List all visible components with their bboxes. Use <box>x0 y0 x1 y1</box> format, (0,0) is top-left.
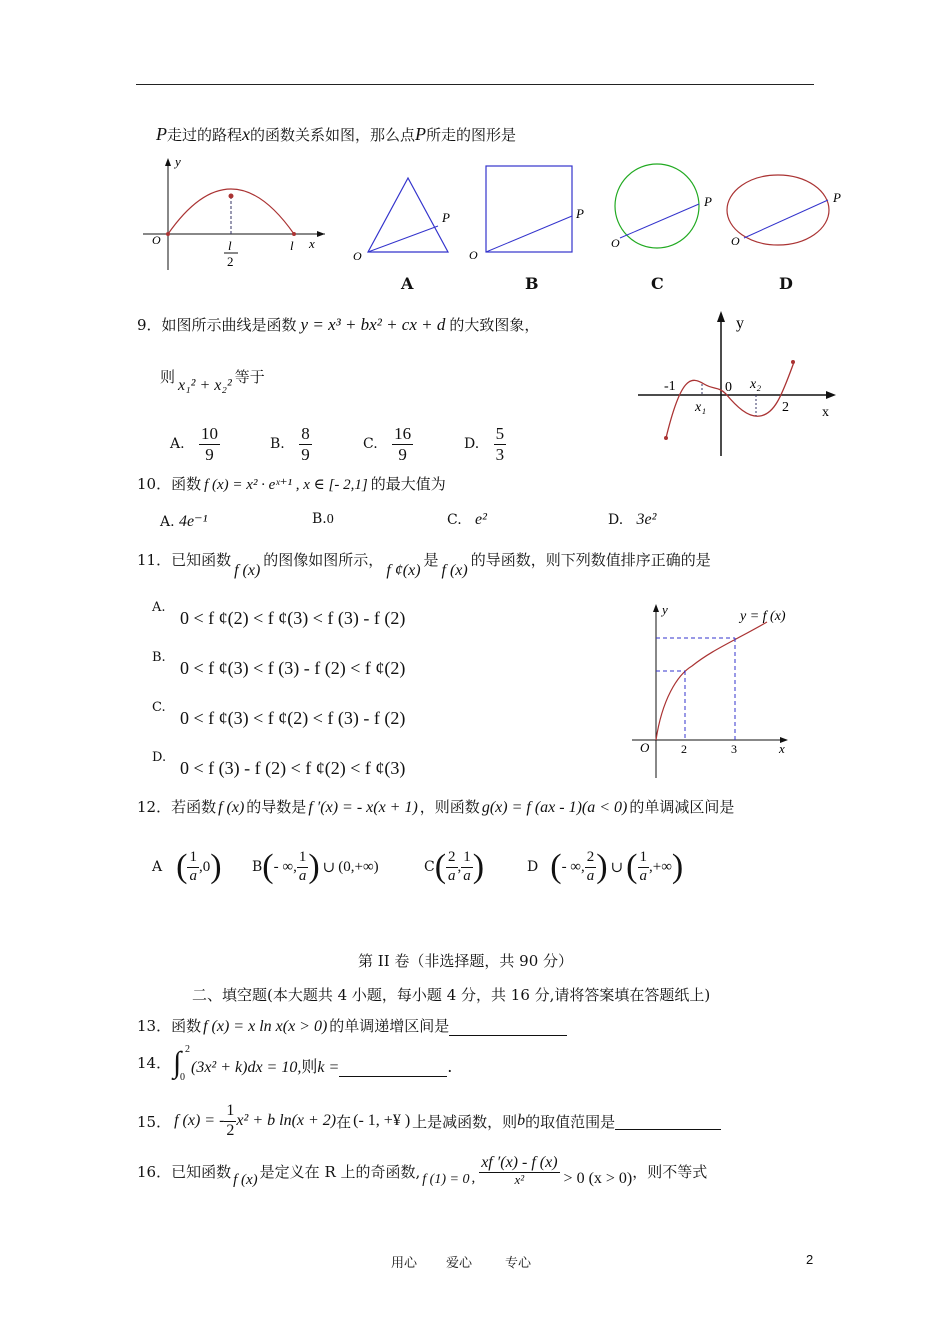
q12-option-d[interactable] <box>527 843 683 891</box>
q9-line2-prefix: 则 <box>160 368 176 386</box>
q12-c-num1: 2 <box>446 849 458 867</box>
q12-b-union: ∪ <box>322 859 336 876</box>
q11-a-label: A. <box>152 600 166 615</box>
opt-c-o: O <box>611 236 620 250</box>
q11-graph <box>622 600 797 780</box>
q9-x2: x₂ <box>750 377 762 392</box>
q9-b-num: 8 <box>301 424 310 443</box>
q12-b-den: a <box>298 867 307 884</box>
paren-close-icon: ) <box>671 848 684 885</box>
q14-then: 则 <box>301 1057 318 1076</box>
q9-d-label: D. <box>464 436 480 453</box>
q12-a-num: 1 <box>187 849 199 867</box>
q10-option-c[interactable] <box>447 511 487 529</box>
q14-upper: 2 <box>185 1044 190 1055</box>
q11-option-b[interactable] <box>152 650 166 665</box>
q11-option-c-expr: 0 < f ¢(3) < f ¢(2) < f (3) - f (2) <box>180 708 406 728</box>
q9-line2 <box>160 366 265 394</box>
q10-c-label: C. <box>447 512 462 528</box>
q15 <box>137 1098 721 1144</box>
q15-lhs: f (x) = - <box>174 1112 225 1129</box>
opt-c-p: P <box>704 194 712 209</box>
q11-f: f (x) <box>234 562 261 579</box>
opt-a-o: O <box>353 249 362 263</box>
q14-end: . <box>447 1057 453 1076</box>
point-p: P <box>156 124 167 144</box>
q12-a-den: a <box>189 867 197 884</box>
opt-b-p: P <box>576 206 584 221</box>
q12-b-head: - ∞, <box>273 858 297 875</box>
q16-den: x² <box>514 1172 525 1188</box>
q10-option-d[interactable] <box>608 511 656 529</box>
page-number: 2 <box>806 1252 814 1267</box>
q10-b-value: 0 <box>326 512 334 527</box>
opt-d-p: P <box>833 190 841 205</box>
q11-f2: f (x) <box>441 562 468 579</box>
half-den: 2 <box>227 254 234 269</box>
q9-y-label: y <box>736 315 744 332</box>
q9-expr: x₁² + x₂² <box>178 377 232 394</box>
q12-f: f (x) <box>218 799 245 816</box>
point-p2: P <box>415 124 427 144</box>
paren-open-icon: ( <box>176 848 188 885</box>
q14-prefix: 14． <box>137 1054 172 1072</box>
q16-prefix: 16．已知函数 <box>137 1163 232 1181</box>
q8-option-c-figure <box>605 158 725 258</box>
q12-a-label: A <box>152 859 163 875</box>
q12-prefix: 12．若函数 <box>137 798 217 816</box>
q12-a-tail: ,0 <box>198 858 211 875</box>
q12-b-num: 1 <box>297 849 309 867</box>
q12-d-union: ∪ <box>610 859 624 876</box>
q11-option-d-expr: 0 < f (3) - f (2) < f ¢(2) < f ¢(3) <box>180 758 406 778</box>
q11-fprime: f ¢(x) <box>386 562 421 579</box>
q9-a-num: 10 <box>201 424 219 443</box>
q12-mid1: 的导数是 <box>246 798 307 816</box>
q11-option-a[interactable] <box>152 600 166 615</box>
q15-prefix: 15． <box>137 1112 172 1131</box>
q9-a-den: 9 <box>205 444 214 464</box>
q13-formula: f (x) = x ln x(x > 0) <box>203 1018 328 1035</box>
q15-num: 1 <box>224 1102 236 1121</box>
integral-icon: ∫ <box>173 1046 182 1079</box>
q9-x-label: x <box>822 405 829 420</box>
q12-d-label: D <box>527 859 539 875</box>
q11-b-label: B. <box>152 650 166 665</box>
q13-answer-blank[interactable] <box>449 1019 567 1036</box>
section-subtitle: 二、填空题(本大题共 4 小题，每小题 4 分，共 16 分,请将答案填在答题纸上) <box>192 986 711 1004</box>
q9-suffix: 的大致图象， <box>449 316 540 334</box>
q12-mid2: ，则函数 <box>419 798 480 816</box>
q8-option-b-label: B <box>525 274 539 293</box>
q11-curve-label: y = f (x) <box>740 609 786 624</box>
q9-option-b[interactable] <box>270 424 312 464</box>
q8-graph <box>135 152 335 277</box>
q9-prefix: 9．如图所示曲线是函数 <box>137 316 297 334</box>
opt-a-p: P <box>442 210 450 225</box>
header-rule <box>136 84 814 85</box>
paren-open-icon: ( <box>550 848 562 885</box>
q9-neg1: -1 <box>664 379 676 394</box>
paren-open-icon: ( <box>626 848 638 885</box>
q12-c-label: C <box>424 859 435 875</box>
q9-b-den: 9 <box>301 444 310 464</box>
q15-answer-blank[interactable] <box>615 1113 721 1130</box>
q14-answer-blank[interactable] <box>339 1062 447 1077</box>
q10-option-a[interactable] <box>160 511 207 531</box>
q15-rhs: x² + b ln(x + 2) <box>236 1112 337 1129</box>
q11-origin: O <box>640 740 650 755</box>
l-label: l <box>290 238 294 253</box>
q11-mid1: 的图像如图所示， <box>263 551 384 569</box>
section-title: 第 II 卷（非选择题，共 90 分） <box>358 952 574 970</box>
q16-suffix: ，则不等式 <box>632 1163 708 1181</box>
q12-b-tail: (0,+∞) <box>338 858 379 875</box>
q10-a-label: A. <box>160 514 175 530</box>
q11-option-a-expr: 0 < f ¢(2) < f ¢(3) < f (3) - f (2) <box>180 608 406 628</box>
q15-interval: (- 1, +¥ ) <box>353 1112 411 1129</box>
q14-lower: 0 <box>180 1072 185 1083</box>
q9-option-c[interactable] <box>363 424 413 464</box>
q9-c-den: 9 <box>398 444 407 464</box>
q10-d-value: 3e² <box>636 511 657 528</box>
q8-option-d-label: D <box>779 274 793 293</box>
q11-d-label: D. <box>152 750 167 765</box>
q9-graph <box>636 306 846 461</box>
q10-suffix: 的最大值为 <box>370 475 446 493</box>
q9-option-a[interactable] <box>170 424 220 464</box>
q11-option-c[interactable] <box>152 700 166 715</box>
q9-a-label: A. <box>170 436 185 453</box>
paren-open-icon: ( <box>262 848 274 885</box>
q15-suffix: 上是减函数，则 <box>412 1112 518 1131</box>
q8-text-3: 所走的图形是 <box>426 126 517 144</box>
q16-num: xf ′(x) - f (x) <box>479 1154 559 1173</box>
q12-d-num: 2 <box>585 849 597 867</box>
q9-x1: x₁ <box>695 400 707 415</box>
q15-b: b <box>517 1112 526 1129</box>
q16-ineq: > 0 (x > 0) <box>563 1170 633 1187</box>
q12-c-num2: 1 <box>461 849 473 867</box>
q9-stem <box>137 314 539 335</box>
paren-close-icon: ) <box>596 848 608 885</box>
q12-b-label: B <box>252 859 263 875</box>
q14-integrand: (3x² + k)dx = 10, <box>191 1059 302 1076</box>
q12-d-den2: a <box>639 867 647 884</box>
q8-text-2: 的函数关系如图，那么点 <box>250 126 416 144</box>
q13-prefix: 13．函数 <box>137 1017 202 1035</box>
q10-stem <box>137 473 446 494</box>
q11-x-label: x <box>779 741 785 756</box>
q12-option-c[interactable] <box>424 843 484 891</box>
q11-stem <box>137 549 711 579</box>
comma: , <box>471 1170 476 1186</box>
footer-mid: 爱心 <box>446 1256 473 1271</box>
footer-right: 专心 <box>505 1256 532 1271</box>
q9-c-label: C. <box>363 436 378 453</box>
comma: , <box>457 858 462 875</box>
q8-option-b-figure <box>466 160 596 265</box>
q10-prefix: 10．函数 <box>137 475 202 493</box>
opt-d-o: O <box>731 234 740 248</box>
q12-d-num2: 1 <box>638 849 650 867</box>
q15-mid: 在 <box>336 1112 352 1131</box>
q8-option-a-figure <box>350 170 460 265</box>
q9-d-den: 3 <box>495 444 505 464</box>
q13-suffix: 的单调递增区间是 <box>329 1017 450 1035</box>
q16 <box>137 1154 707 1208</box>
axis-y-label: y <box>175 154 181 169</box>
q11-tick-3: 3 <box>731 742 737 756</box>
opt-b-o: O <box>469 248 478 262</box>
q8-text-1: 走过的路程 <box>167 126 243 144</box>
q14-k: k = <box>317 1059 340 1076</box>
q9-zero: 0 <box>725 380 732 395</box>
origin-label: O <box>152 233 161 247</box>
q9-option-d[interactable] <box>464 424 506 464</box>
q9-line2-suffix: 等于 <box>234 368 265 386</box>
q12-g: g(x) = f (ax - 1)(a < 0) <box>481 799 628 816</box>
axis-x-label: x <box>309 236 315 251</box>
q9-b-label: B. <box>270 436 285 453</box>
q12-c-den2: a <box>463 867 471 884</box>
var-x: x <box>242 124 251 144</box>
q15-suffix2: 的取值范围是 <box>525 1112 616 1131</box>
footer-left: 用心 <box>391 1256 418 1271</box>
paren-open-icon: ( <box>434 848 447 885</box>
q9-two: 2 <box>782 400 789 415</box>
half-num: l <box>228 238 232 253</box>
paren-close-icon: ) <box>472 848 485 885</box>
q8-text <box>156 124 516 145</box>
q16-f: f (x) <box>233 1172 258 1188</box>
q12-stem <box>137 796 734 817</box>
q9-d-num: 5 <box>495 424 505 443</box>
paren-close-icon: ) <box>210 848 222 885</box>
q10-a-value: 4e⁻¹ <box>179 513 208 530</box>
q13 <box>137 1015 567 1036</box>
q10-b-label: B. <box>312 511 327 527</box>
q10-formula: f (x) = x² · eˣ⁺¹ , x ∈ [- 2,1] <box>204 477 368 493</box>
q12-d-head: - ∞, <box>561 858 585 875</box>
q9-c-num: 16 <box>394 424 412 443</box>
q8-option-a-label: A <box>401 274 414 293</box>
q11-suffix: 的导函数，则下列数值排序正确的是 <box>470 551 711 569</box>
q9-formula: y = x³ + bx² + cx + d <box>300 315 446 334</box>
q10-option-b[interactable] <box>312 511 334 528</box>
q10-d-label: D. <box>608 512 624 528</box>
q15-den: 2 <box>226 1121 235 1139</box>
q11-tick-2: 2 <box>681 742 687 756</box>
paren-close-icon: ) <box>308 848 320 885</box>
q12-suffix: 的单调减区间是 <box>629 798 735 816</box>
q8-option-d-figure <box>722 170 852 255</box>
q11-c-label: C. <box>152 700 166 715</box>
q11-prefix: 11．已知函数 <box>137 551 232 569</box>
q12-deriv: f ′(x) = - x(x + 1) <box>308 799 418 816</box>
q12-d-tail: ,+∞ <box>649 858 672 875</box>
q12-c-den1: a <box>448 867 456 884</box>
q11-option-b-expr: 0 < f ¢(3) < f (3) - f (2) < f ¢(2) <box>180 658 406 678</box>
q12-option-a[interactable] <box>152 843 222 891</box>
q16-mid1: 是定义在 R 上的奇函数, <box>259 1163 421 1181</box>
q12-d-den: a <box>586 867 595 884</box>
q11-mid2: 是 <box>423 551 439 569</box>
q12-option-b[interactable] <box>252 843 379 891</box>
q8-option-c-label: C <box>651 274 664 293</box>
q11-y-label: y <box>662 602 668 617</box>
q11-option-d[interactable] <box>152 750 166 765</box>
q10-c-value: e² <box>475 511 487 528</box>
q16-f1: f (1) = 0 <box>422 1172 470 1187</box>
